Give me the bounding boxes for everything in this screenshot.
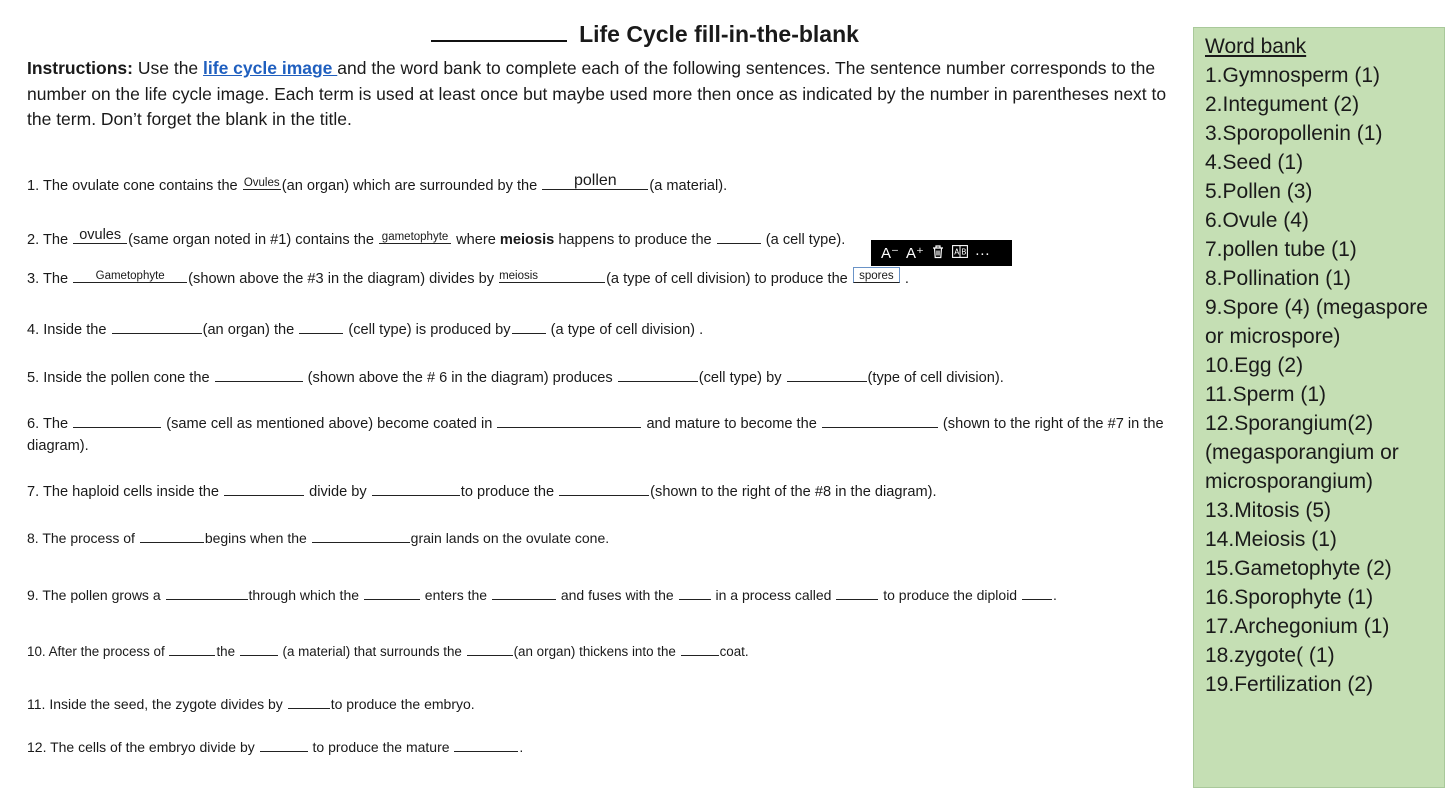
word-bank-item: 6.Ovule (4) [1205, 209, 1309, 232]
s12-text-b: to produce the mature [308, 739, 454, 755]
word-bank-item: 7.pollen tube (1) [1205, 238, 1357, 261]
word-bank-item: 3.Sporopollenin (1) [1205, 122, 1383, 145]
word-bank-item: 10.Egg (2) [1205, 354, 1304, 377]
word-bank-item: 12.Sporangium(2) (megasporangium or microsporangium) [1205, 412, 1399, 493]
s2-fill-1: ovules [79, 227, 122, 243]
s5-blank-2[interactable] [618, 366, 698, 382]
s5-text-b: (shown above the # 6 in the diagram) produces [303, 370, 617, 386]
s12-blank-2[interactable] [454, 736, 518, 752]
word-bank [1193, 27, 1445, 788]
sentence-9 [27, 584, 1057, 606]
s2-text-d: happens to produce the [554, 232, 716, 248]
s10-blank-4[interactable] [681, 640, 719, 656]
sentence-4 [27, 318, 703, 341]
s3-text-c: (a type of cell division) to produce the [606, 271, 852, 287]
sentence-12 [27, 736, 523, 758]
sentence-6 [27, 412, 1177, 457]
sentence-1 [27, 174, 727, 197]
s11-text-a: 11. Inside the seed, the zygote divides by [27, 696, 287, 712]
immersive-reader-icon[interactable] [952, 245, 968, 262]
s5-blank-1[interactable] [215, 366, 303, 382]
word-bank-item: 5.Pollen (3) [1205, 180, 1313, 203]
s3-blank-1[interactable] [73, 267, 187, 283]
sentence-2 [27, 228, 845, 251]
word-bank-list [1205, 61, 1444, 699]
text-format-toolbar [871, 240, 1012, 266]
s8-text-b: begins when the [204, 530, 311, 546]
word-bank-item: 8.Pollination (1) [1205, 267, 1351, 290]
word-bank-title: Word bank [1205, 35, 1307, 58]
instructions-body: and the word bank to complete each of the following sentences. The sentence number corresponds to the number on the life cycle image. Each term is used at least once but maybe used more then once as indicated by the number in parentheses next to the term. Don’t forget the blank in the title. [27, 58, 1167, 129]
s6-text-c: and mature to become the [642, 416, 821, 432]
s7-text-b: divide by [305, 484, 371, 500]
s2-blank-1[interactable] [73, 228, 127, 244]
s7-text-c: to produce the [460, 484, 559, 500]
s12-blank-1[interactable] [260, 736, 308, 752]
s2-text-a: 2. The [27, 232, 73, 248]
word-bank-item: 2.Integument (2) [1205, 93, 1360, 116]
s7-blank-1[interactable] [224, 480, 304, 496]
s1-text-b: (an organ) which are surrounded by the [281, 178, 542, 194]
s5-text-d: (type of cell division). [867, 370, 1004, 386]
s11-text-b: to produce the embryo. [330, 696, 475, 712]
s10-text-c: (a material) that surrounds the [278, 644, 466, 659]
s9-text-a: 9. The pollen grows a [27, 587, 165, 603]
s9-text-g: . [1052, 587, 1057, 603]
s1-text-a: 1. The ovulate cone contains the [27, 178, 242, 194]
s4-blank-1[interactable] [112, 318, 202, 334]
s9-blank-3[interactable] [492, 584, 556, 600]
s7-text-d: (shown to the right of the #8 in the diagram). [650, 484, 937, 500]
s9-text-b: through which the [248, 587, 363, 603]
s1-fill-2: pollen [573, 172, 617, 189]
s6-text-a: 6. The [27, 416, 73, 432]
s3-fill-1: Gametophyte [95, 270, 165, 282]
s7-blank-3[interactable] [559, 480, 649, 496]
word-bank-item: 1.Gymnosperm (1) [1205, 64, 1381, 87]
svg-text:A: A [954, 247, 960, 256]
s10-blank-2[interactable] [240, 640, 278, 656]
s2-bold-meiosis: meiosis [499, 232, 555, 248]
s10-text-a: 10. After the process of [27, 644, 169, 659]
s5-text-a: 5. Inside the pollen cone the [27, 370, 214, 386]
title-text: Life Cycle fill-in-the-blank [579, 21, 859, 47]
s1-blank-2[interactable] [542, 174, 648, 190]
s7-blank-2[interactable] [372, 480, 460, 496]
word-bank-item: 15.Gametophyte (2) [1205, 557, 1392, 580]
sentence-7 [27, 480, 937, 503]
s10-blank-3[interactable] [467, 640, 513, 656]
s2-fill-2: gametophyte [381, 231, 449, 243]
s5-text-c: (cell type) by [698, 370, 786, 386]
word-bank-item: 14.Meiosis (1) [1205, 528, 1337, 551]
sentence-3 [27, 267, 909, 290]
svg-text:B: B [961, 247, 967, 256]
sentence-5 [27, 366, 1004, 389]
s6-blank-2[interactable] [497, 412, 641, 428]
s3-text-a: 3. The [27, 271, 73, 287]
s3-text-b: (shown above the #3 in the diagram) divides by [188, 271, 499, 287]
s6-text-b: (same cell as mentioned above) become coated in [162, 416, 497, 432]
s2-text-e: (a cell type). [761, 232, 846, 248]
s3-blank-3[interactable] [853, 267, 900, 283]
s3-text-d: . [900, 271, 909, 287]
s12-text-a: 12. The cells of the embryo divide by [27, 739, 259, 755]
trash-icon[interactable] [931, 244, 945, 263]
s4-text-b: (an organ) the [202, 322, 299, 338]
s10-text-d: (an organ) thickens into the [513, 644, 680, 659]
s3-fill-3: spores [859, 270, 894, 282]
s11-blank-1[interactable] [288, 693, 330, 709]
s9-blank-2[interactable] [364, 584, 420, 600]
word-bank-item: 16.Sporophyte (1) [1205, 586, 1374, 609]
s5-blank-3[interactable] [787, 366, 867, 382]
s4-text-a: 4. Inside the [27, 322, 111, 338]
s6-text-d: (shown to the right of the #7 in the diagram). [27, 416, 1164, 454]
s1-fill-1: Ovules [243, 177, 280, 189]
word-bank-item: 13.Mitosis (5) [1205, 499, 1332, 522]
s9-text-e: in a process called [711, 587, 836, 603]
s8-text-c: grain lands on the ovulate cone. [410, 530, 610, 546]
s2-blank-2[interactable] [379, 228, 451, 244]
s4-text-c: (cell type) is produced by [344, 322, 511, 338]
s1-text-c: (a material). [649, 178, 728, 194]
word-bank-item: 4.Seed (1) [1205, 151, 1304, 174]
word-bank-item: 11.Sperm (1) [1205, 383, 1326, 406]
s10-blank-1[interactable] [169, 640, 215, 656]
s9-blank-1[interactable] [166, 584, 248, 600]
instructions-label: Instructions: [27, 58, 133, 78]
s3-fill-2: meiosis [499, 270, 539, 282]
word-bank-item: 19.Fertilization (2) [1205, 673, 1374, 696]
s4-text-d: (a type of cell division) . [546, 322, 704, 338]
s6-blank-3[interactable] [822, 412, 938, 428]
s12-text-c: . [519, 739, 524, 755]
more-options-button[interactable]: ··· [974, 244, 990, 262]
s8-blank-2[interactable] [312, 527, 410, 543]
s10-text-b: the [216, 644, 239, 659]
word-bank-item: 9.Spore (4) (megaspore or microspore) [1205, 296, 1428, 348]
page-title [0, 16, 1290, 48]
s9-text-d: and fuses with the [556, 587, 678, 603]
s4-blank-3[interactable] [512, 318, 546, 334]
s4-blank-2[interactable] [299, 318, 343, 334]
word-bank-item: 17.Archegonium (1) [1205, 615, 1390, 638]
s2-blank-3[interactable] [717, 228, 761, 244]
sentence-10 [27, 640, 749, 663]
s10-text-e: coat. [719, 644, 749, 659]
s2-text-c: where [452, 232, 500, 248]
life-cycle-image-link[interactable]: life cycle image [203, 58, 338, 78]
s9-blank-6[interactable] [1022, 584, 1052, 600]
s7-text-a: 7. The haploid cells inside the [27, 484, 224, 500]
s1-blank-1[interactable] [243, 174, 281, 190]
title-blank[interactable] [431, 16, 567, 42]
s3-blank-2[interactable] [499, 267, 605, 283]
s8-blank-1[interactable] [140, 527, 204, 543]
instructions-pre: Use the [132, 58, 204, 78]
s6-blank-1[interactable] [73, 412, 161, 428]
s8-text-a: 8. The process of [27, 530, 139, 546]
s9-text-f: to produce the diploid [879, 587, 1021, 603]
sentence-11 [27, 693, 475, 715]
word-bank-item: 18.zygote( (1) [1205, 644, 1335, 667]
increase-font-button[interactable]: A⁺ [905, 245, 924, 262]
sentence-8 [27, 527, 609, 549]
s9-blank-4[interactable] [679, 584, 711, 600]
s9-blank-5[interactable] [836, 584, 878, 600]
decrease-font-button[interactable]: A⁻ [881, 245, 899, 262]
instructions [27, 56, 1177, 133]
s9-text-c: enters the [420, 587, 491, 603]
s2-text-b: (same organ noted in #1) contains the [128, 232, 379, 248]
